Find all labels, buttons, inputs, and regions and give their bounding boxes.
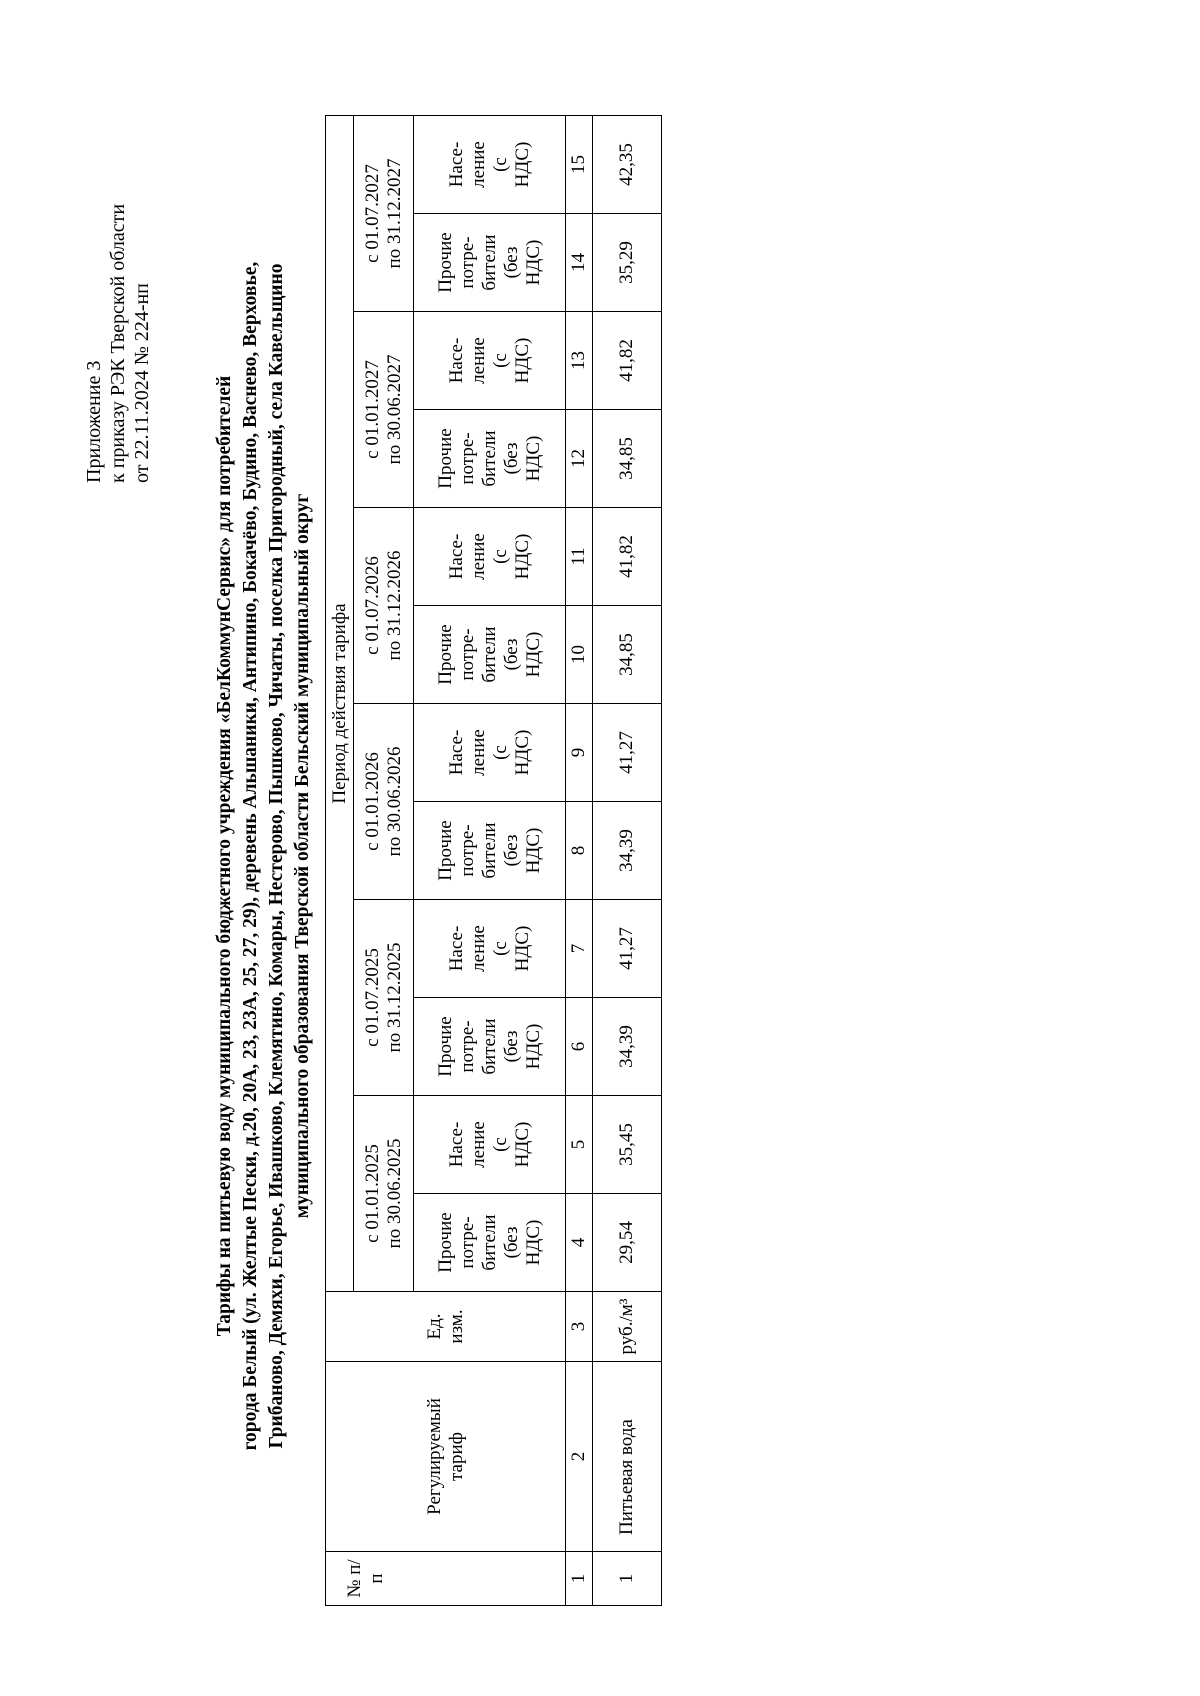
category-line: ление [467, 533, 489, 580]
category-line: НДС) [511, 337, 533, 384]
category-line: Насе- [445, 1121, 467, 1168]
category-line: потре- [456, 236, 478, 289]
column-number: 11 [566, 508, 593, 606]
category-line: (с [489, 1137, 511, 1152]
tariff-value: 41,82 [593, 508, 662, 606]
appendix-line: Приложение 3 [83, 360, 105, 483]
tariff-value: 41,82 [593, 312, 662, 410]
period-header [354, 312, 414, 508]
tariff-value: 41,27 [593, 704, 662, 802]
category-line: ление [467, 141, 489, 188]
category-line: бители [478, 822, 500, 879]
category-line: (с [489, 745, 511, 760]
appendix-line: от 22.11.2024 № 224-нп [131, 283, 153, 483]
appendix-reference [82, 123, 154, 483]
category-line: НДС) [511, 1121, 533, 1168]
category-other [414, 998, 566, 1096]
period-start: с 01.01.2025 [361, 1144, 383, 1243]
header-number [326, 1552, 566, 1606]
column-number: 15 [566, 116, 593, 214]
period-end: по 30.06.2025 [383, 1138, 405, 1249]
period-header [354, 1096, 414, 1292]
category-line: бители [478, 1214, 500, 1271]
column-number-row [566, 116, 593, 1606]
category-line: бители [478, 626, 500, 683]
category-other [414, 410, 566, 508]
category-line: Насе- [445, 337, 467, 384]
category-line: НДС) [511, 729, 533, 776]
period-header [354, 116, 414, 312]
row-number: 1 [593, 1552, 662, 1606]
category-line: НДС) [511, 533, 533, 580]
category-line: потре- [456, 1020, 478, 1073]
category-other [414, 214, 566, 312]
title-line: муниципального образования Тверской области Бельский муниципальный округ [292, 493, 313, 1219]
category-line: ление [467, 729, 489, 776]
category-line: Насе- [445, 141, 467, 188]
header-unit-label: Ед. изм. [423, 1309, 467, 1344]
appendix-line: к приказу РЭК Тверской области [107, 203, 129, 483]
column-number: 3 [566, 1292, 593, 1362]
tariff-value: 34,85 [593, 606, 662, 704]
table-row [593, 116, 662, 1606]
row-tariff-name: Питьевая вода [593, 1362, 662, 1552]
tariff-value: 42,35 [593, 116, 662, 214]
category-population [414, 900, 566, 998]
category-line: Прочие [434, 1016, 456, 1077]
title-line: города Белый (ул. Желтые Пески, д.20, 20А, 23, 23А, 25, 27, 29), деревень Альшаники, Антипино, Бокачёво, Будино, Васнево, Верховье, [240, 261, 261, 1451]
category-population [414, 508, 566, 606]
category-line: НДС) [511, 925, 533, 972]
period-end: по 30.06.2026 [383, 746, 405, 857]
category-line: ление [467, 337, 489, 384]
header-tariff [326, 1362, 566, 1552]
category-line: (без [500, 834, 522, 867]
period-end: по 31.12.2025 [383, 942, 405, 1053]
category-line: (без [500, 442, 522, 475]
category-line: (без [500, 246, 522, 279]
category-line: ление [467, 925, 489, 972]
category-other [414, 606, 566, 704]
category-line: Насе- [445, 729, 467, 776]
category-line: Прочие [434, 624, 456, 685]
header-unit [326, 1292, 566, 1362]
period-start: с 01.07.2025 [361, 948, 383, 1047]
category-line: НДС) [522, 435, 544, 482]
header-tariff-label: Регулируемый тариф [423, 1398, 467, 1515]
category-line: Насе- [445, 925, 467, 972]
tariff-value: 34,85 [593, 410, 662, 508]
category-line: НДС) [522, 1219, 544, 1266]
row-unit: руб./м³ [593, 1292, 662, 1362]
category-line: Прочие [434, 1212, 456, 1273]
category-line: бители [478, 1018, 500, 1075]
tariff-value: 35,29 [593, 214, 662, 312]
period-header [354, 704, 414, 900]
column-number: 14 [566, 214, 593, 312]
category-population [414, 704, 566, 802]
category-line: (без [500, 638, 522, 671]
category-line: бители [478, 234, 500, 291]
column-number: 4 [566, 1194, 593, 1292]
category-line: Прочие [434, 428, 456, 489]
period-start: с 01.07.2026 [361, 556, 383, 655]
period-start: с 01.01.2026 [361, 752, 383, 851]
tariff-value: 41,27 [593, 900, 662, 998]
column-number: 5 [566, 1096, 593, 1194]
tariff-value: 35,45 [593, 1096, 662, 1194]
category-population [414, 1096, 566, 1194]
header-number-label: № п/п [344, 1559, 387, 1598]
category-other [414, 802, 566, 900]
header-period: Период действия тарифа [326, 116, 354, 1292]
title-line: Тарифы на питьевую воду муниципального бюджетного учреждения «БелКоммунСервис» для потребителей [214, 375, 235, 1337]
tariff-table [325, 115, 662, 1606]
category-line: НДС) [522, 1023, 544, 1070]
category-line: Прочие [434, 232, 456, 293]
period-end: по 30.06.2027 [383, 354, 405, 465]
category-line: (с [489, 157, 511, 172]
category-line: потре- [456, 824, 478, 877]
period-start: с 01.07.2027 [361, 164, 383, 263]
category-line: потре- [456, 628, 478, 681]
title-line: Грибаново, Демяхи, Егорье, Ивашково, Клемятино, Комары, Нестерово, Пышково, Чичаты, поселка Пригородный, села Кавельщино [266, 263, 287, 1449]
column-number: 1 [566, 1552, 593, 1606]
tariff-value: 34,39 [593, 802, 662, 900]
document-title [212, 146, 316, 1566]
column-number: 13 [566, 312, 593, 410]
column-number: 8 [566, 802, 593, 900]
category-line: (с [489, 353, 511, 368]
column-number: 2 [566, 1362, 593, 1552]
category-line: Насе- [445, 533, 467, 580]
category-line: НДС) [522, 827, 544, 874]
column-number: 9 [566, 704, 593, 802]
tariff-value: 29,54 [593, 1194, 662, 1292]
column-number: 12 [566, 410, 593, 508]
period-end: по 31.12.2027 [383, 158, 405, 269]
category-line: (с [489, 549, 511, 564]
tariff-value: 34,39 [593, 998, 662, 1096]
period-start: с 01.01.2027 [361, 360, 383, 459]
category-line: бители [478, 430, 500, 487]
category-line: (без [500, 1030, 522, 1063]
category-other [414, 1194, 566, 1292]
category-line: НДС) [511, 141, 533, 188]
category-population [414, 312, 566, 410]
column-number: 10 [566, 606, 593, 704]
period-header [354, 900, 414, 1096]
category-line: НДС) [522, 239, 544, 286]
period-header [354, 508, 414, 704]
category-line: (с [489, 941, 511, 956]
column-number: 6 [566, 998, 593, 1096]
category-line: ление [467, 1121, 489, 1168]
category-line: Прочие [434, 820, 456, 881]
category-population [414, 116, 566, 214]
period-end: по 31.12.2026 [383, 550, 405, 661]
category-line: НДС) [522, 631, 544, 678]
category-line: потре- [456, 1216, 478, 1269]
category-line: потре- [456, 432, 478, 485]
category-line: (без [500, 1226, 522, 1259]
column-number: 7 [566, 900, 593, 998]
